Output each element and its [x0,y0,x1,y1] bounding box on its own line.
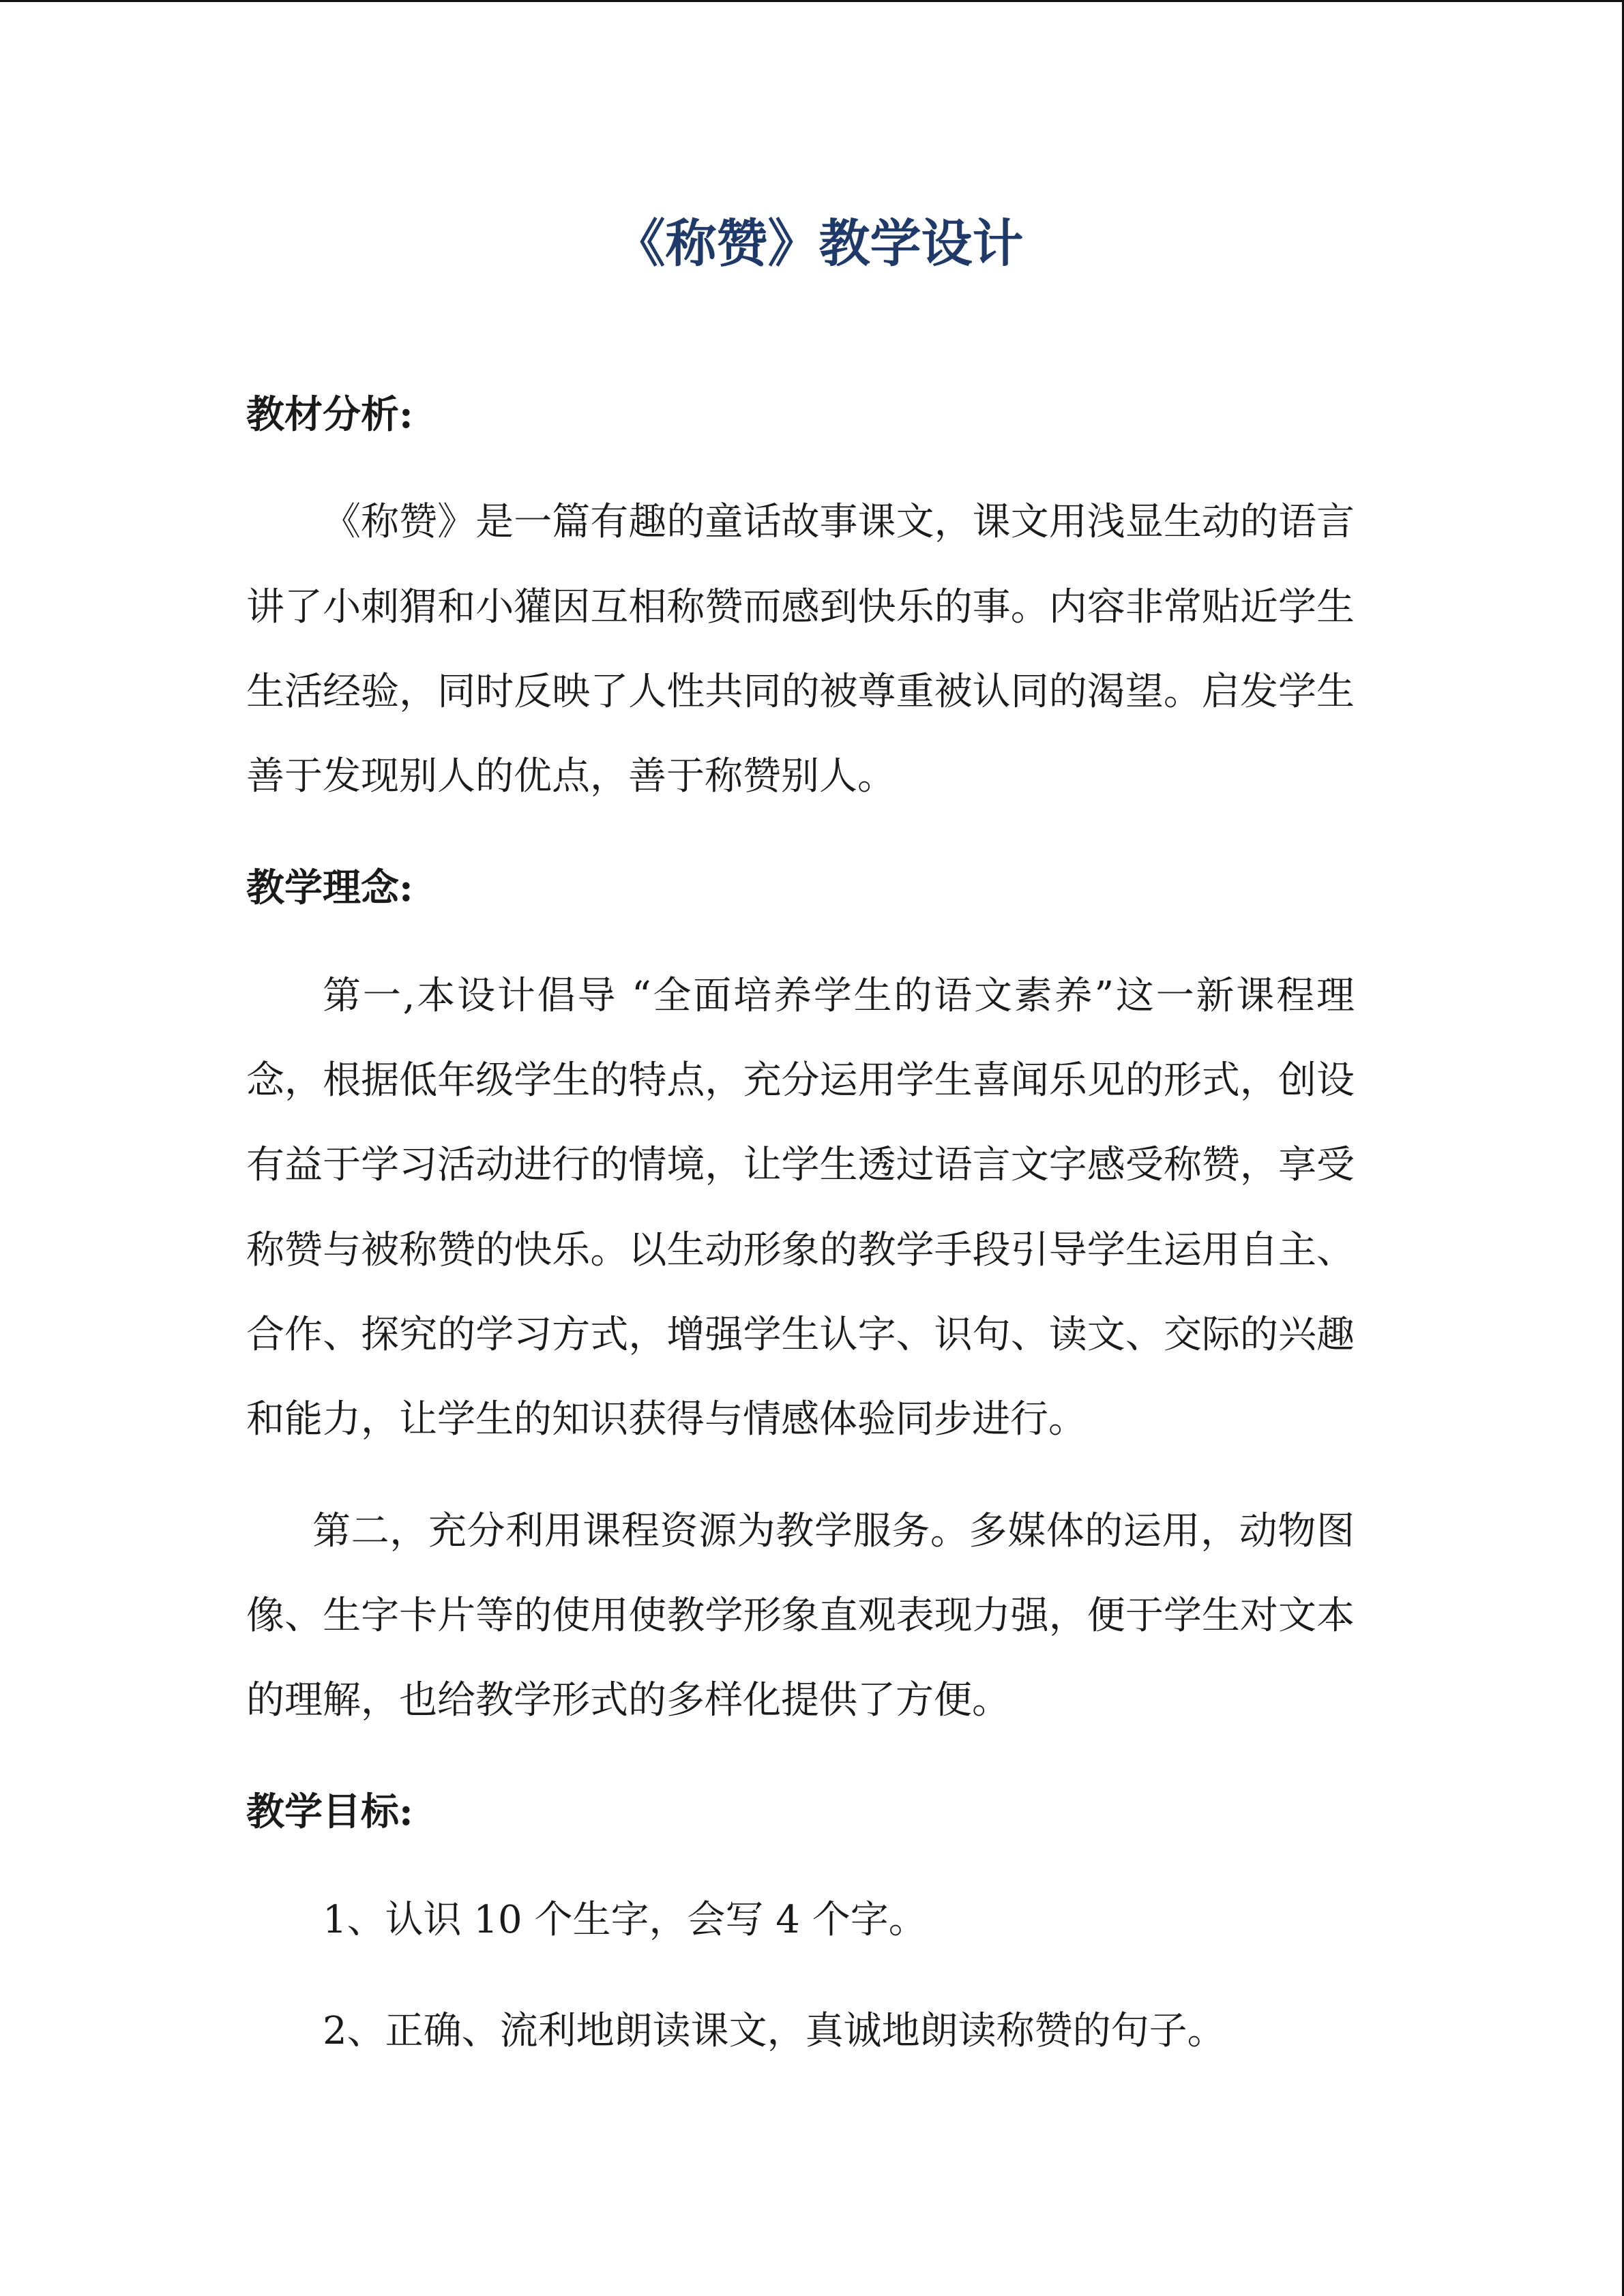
paragraph-line: 念，根据低年级学生的特点，充分运用学生喜闻乐见的形式，创设 [246,1058,1355,1103]
paragraph-line: 第二，充分利用课程资源为教学服务。多媒体的运用，动物图 [312,1508,1355,1553]
paragraph-line: 的理解，也给教学形式的多样化提供了方便。 [246,1678,1010,1723]
paragraph-line: 第一,本设计倡导 “全面培养学生的语文素养”这一新课程理 [323,973,1355,1018]
paragraph-philosophy-second [246,1489,1355,1744]
paragraph-line: 讲了小刺猬和小獾因互相称赞而感到快乐的事。内容非常贴近学生 [246,584,1355,629]
paragraph-textbook-analysis [246,480,1355,819]
paragraph-line: 《称赞》是一篇有趣的童话故事课文，课文用浅显生动的语言 [323,500,1355,545]
paragraph-line: 1、认识 10 个生字，会写 4 个字。 [323,1897,927,1942]
paragraph-line: 生活经验，同时反映了人性共同的被尊重被认同的渴望。启发学生 [246,669,1355,714]
paragraph-line: 称赞与被称赞的快乐。以生动形象的教学手段引导学生运用自主、 [246,1227,1355,1272]
paragraph-line: 和能力，让学生的知识获得与情感体验同步进行。 [246,1397,1087,1442]
paragraph-line: 有益于学习活动进行的情境，让学生透过语言文字感受称赞，享受 [246,1143,1355,1188]
section-heading-teaching-philosophy: 教学理念: [246,865,413,911]
paragraph-line: 合作、探究的学习方式，增强学生认字、识句、读文、交际的兴趣 [246,1312,1355,1357]
paragraph-line: 2、正确、流利地朗读课文，真诚地朗读称赞的句子。 [323,2009,1226,2054]
document-title: 《称赞》教学设计 [614,213,1024,273]
paragraph-line: 善于发现别人的优点，善于称赞别人。 [246,754,896,799]
document-body [246,372,1355,2100]
paragraph-line: 像、生字卡片等的使用使教学形象直观表现力强，便于学生对文本 [246,1593,1355,1638]
objective-item-2 [246,1989,1355,2074]
section-heading-textbook-analysis: 教材分析: [246,392,413,437]
objective-item-1 [246,1878,1355,1963]
section-heading-teaching-objectives: 教学目标: [246,1789,413,1835]
paragraph-philosophy-first [246,954,1355,1463]
